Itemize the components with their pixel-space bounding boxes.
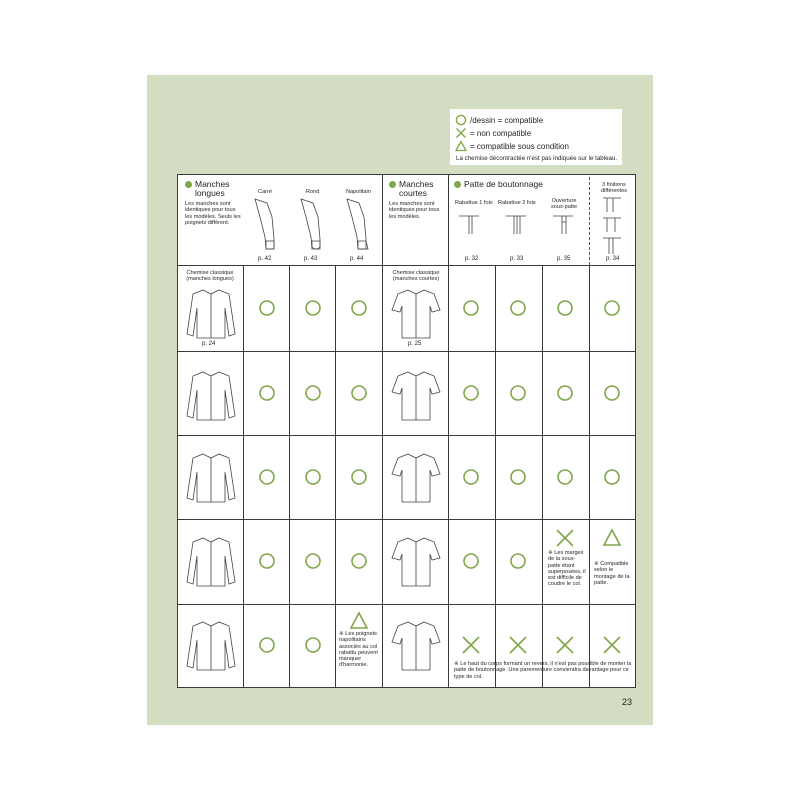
patte-option-1: Rabattue 1 fois (455, 200, 493, 206)
long-sleeve-shirt-icon (183, 620, 239, 672)
compatible-circle-icon (303, 551, 323, 571)
note-revers: ※ Le haut du corps formant un revers, il n'est pas possible de monter la patte de boutonnage. Une parementure conviendra davantage pour ce type de col. (454, 661, 632, 680)
conditional-triangle-icon (349, 611, 369, 631)
cross-icon (455, 127, 467, 139)
short-sleeve-shirt-icon (390, 620, 442, 672)
column-rule (542, 265, 543, 688)
non-compatible-cross-icon (508, 635, 528, 655)
cuff-carre-icon (252, 197, 282, 252)
bullet-icon (454, 181, 461, 188)
circle-icon (455, 114, 467, 126)
note-finition: ※ Compatible selon le montage de la patte. (594, 561, 630, 586)
column-rule (243, 265, 244, 688)
column-rule (382, 265, 383, 688)
finitions-icon (601, 196, 623, 256)
page-ref-short: p. 25 (408, 341, 422, 347)
row-rule (177, 604, 636, 605)
note-sous-patte: ※ Les marges de la sous-patte étant superposées, il est difficile de coudre le col. (548, 550, 586, 588)
compatible-circle-icon (461, 467, 481, 487)
compatible-circle-icon (602, 383, 622, 403)
compatible-circle-icon (349, 551, 369, 571)
conditional-triangle-icon (602, 528, 622, 548)
compatible-circle-icon (303, 383, 323, 403)
compatible-circle-icon (257, 551, 277, 571)
legend-note: La chemise décontractée n'est pas indiquée sur le tableau. (456, 155, 618, 162)
short-sleeve-shirt-icon (390, 452, 442, 504)
dashed-divider (589, 177, 590, 265)
manches-courtes-desc: Les manches sont identiques pour tous les modèles. (389, 201, 440, 220)
bullet-icon (389, 181, 396, 188)
page-ref-napolitain: p. 44 (350, 256, 364, 262)
table-divider (382, 174, 383, 265)
compatible-circle-icon (257, 383, 277, 403)
legend-compatible (455, 114, 543, 126)
compatible-circle-icon (508, 551, 528, 571)
non-compatible-cross-icon (555, 635, 575, 655)
compatible-circle-icon (555, 298, 575, 318)
legend-non-compatible (455, 127, 531, 139)
row-label-long: Chemise classique (manches longues) (186, 270, 234, 283)
long-sleeve-shirt-icon (183, 452, 239, 504)
compatible-circle-icon (602, 298, 622, 318)
compatible-circle-icon (349, 467, 369, 487)
cuff-label-carre: Carré (258, 189, 272, 195)
placket-1-icon (458, 214, 480, 234)
compatible-circle-icon (555, 383, 575, 403)
compatible-circle-icon (257, 298, 277, 318)
long-sleeve-shirt-icon (183, 370, 239, 422)
manches-longues-desc: Les manches sont identiques pour tous les modèles. Seuls les poignets diffèrent. (185, 201, 241, 226)
page-ref-rabattue-2: p. 33 (510, 256, 524, 262)
compatible-circle-icon (257, 467, 277, 487)
compatible-circle-icon (602, 467, 622, 487)
cuff-label-napolitain: Napolitain (346, 189, 371, 195)
placket-3-icon (552, 214, 574, 234)
legend-conditional (455, 140, 569, 152)
cuff-napolitain-icon (344, 197, 374, 252)
patte-title: Patte de boutonnage (454, 180, 588, 189)
compatible-circle-icon (555, 467, 575, 487)
long-sleeve-shirt-icon (183, 536, 239, 588)
page-number: 23 (622, 697, 633, 707)
row-label-short: Chemise classique (manches courtes) (392, 270, 440, 283)
patte-option-3: Ouverture sous-patte (550, 198, 578, 211)
short-sleeve-shirt-icon (390, 288, 442, 340)
bullet-icon (185, 181, 192, 188)
long-sleeve-shirt-icon (183, 288, 239, 340)
legend-non-compatible-text: = non compatible (470, 128, 532, 138)
cuff-label-rond: Rond (306, 189, 320, 195)
triangle-icon (455, 140, 467, 152)
short-sleeve-shirt-icon (390, 370, 442, 422)
column-rule (448, 265, 449, 688)
page-ref-rabattue-1: p. 32 (465, 256, 479, 262)
legend-compatible-text: /dessin = compatible (470, 115, 544, 125)
column-rule (289, 265, 290, 688)
compatible-circle-icon (303, 467, 323, 487)
finitions-label: 3 finitions différentes (600, 182, 628, 195)
compatible-circle-icon (461, 383, 481, 403)
compatible-circle-icon (349, 383, 369, 403)
compatible-circle-icon (461, 298, 481, 318)
page-ref-carre: p. 42 (258, 256, 272, 262)
compatible-circle-icon (303, 635, 323, 655)
column-rule (495, 265, 496, 688)
compatible-circle-icon (303, 298, 323, 318)
legend (450, 109, 622, 165)
short-sleeve-shirt-icon (390, 536, 442, 588)
row-rule (177, 519, 636, 520)
row-rule (177, 351, 636, 352)
non-compatible-cross-icon (555, 528, 575, 548)
compatibility-table (177, 174, 636, 688)
legend-conditional-text: = compatible sous condition (470, 141, 569, 151)
table-divider (448, 174, 449, 265)
column-rule (335, 265, 336, 688)
page-ref-rond: p. 43 (304, 256, 318, 262)
header-rule (177, 265, 636, 266)
page-ref-sous-patte: p. 35 (557, 256, 571, 262)
non-compatible-cross-icon (461, 635, 481, 655)
page-ref-finitions: p. 34 (606, 256, 620, 262)
column-rule (589, 265, 590, 688)
row-rule (177, 435, 636, 436)
page-ref-long: p. 24 (202, 341, 216, 347)
compatible-circle-icon (461, 551, 481, 571)
non-compatible-cross-icon (602, 635, 622, 655)
manches-longues-title: Manches longues (185, 180, 245, 198)
cuff-rond-icon (298, 197, 328, 252)
note-napolitain: ※ Les poignets napolitains associés au col rabattu peuvent manquer d'harmonie. (339, 631, 378, 669)
compatible-circle-icon (349, 298, 369, 318)
patte-option-2: Rabattue 2 fois (498, 200, 536, 206)
compatible-circle-icon (257, 635, 277, 655)
compatible-circle-icon (508, 298, 528, 318)
compatible-circle-icon (508, 383, 528, 403)
placket-2-icon (505, 214, 527, 234)
compatible-circle-icon (508, 467, 528, 487)
manches-courtes-title: Manches courtes (389, 180, 447, 198)
